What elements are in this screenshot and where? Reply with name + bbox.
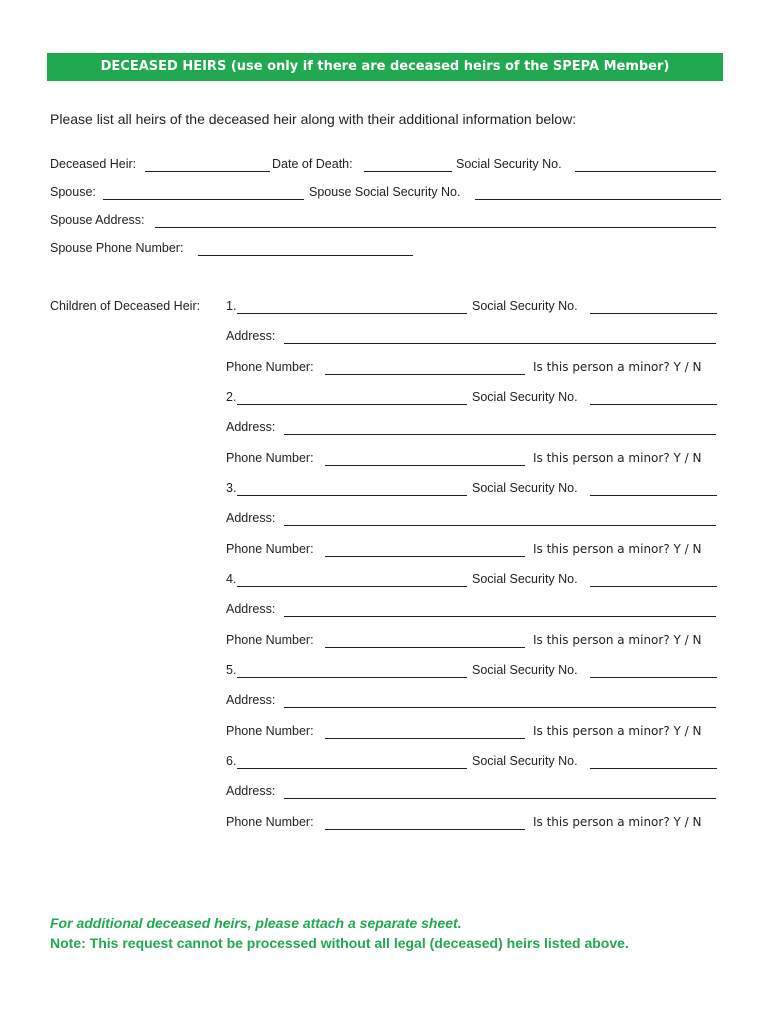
child-address-field[interactable]	[284, 343, 716, 344]
child-ssn-label: Social Security No.	[472, 299, 578, 313]
child-ssn-field[interactable]	[590, 495, 717, 496]
child-minor-question[interactable]: Is this person a minor? Y / N	[533, 814, 702, 829]
child-ssn-field[interactable]	[590, 677, 717, 678]
child-number: 3.	[226, 481, 237, 495]
child-phone-field[interactable]	[325, 829, 525, 830]
spouse-ssn-label: Spouse Social Security No.	[309, 185, 461, 199]
child-minor-question[interactable]: Is this person a minor? Y / N	[533, 723, 702, 738]
spouse-phone-field[interactable]	[198, 255, 413, 256]
spouse-address-label: Spouse Address:	[50, 213, 145, 227]
child-name-field[interactable]	[237, 586, 467, 587]
deceased-ssn-label: Social Security No.	[456, 157, 562, 171]
child-ssn-label: Social Security No.	[472, 572, 578, 586]
child-number: 4.	[226, 572, 237, 586]
child-address-label: Address:	[226, 329, 276, 344]
additional-heirs-note: For additional deceased heirs, please attach a separate sheet.	[50, 915, 462, 931]
date-of-death-label: Date of Death:	[272, 157, 353, 171]
child-number: 6.	[226, 754, 237, 768]
child-address-field[interactable]	[284, 525, 716, 526]
child-phone-label: Phone Number:	[226, 450, 314, 465]
child-phone-label: Phone Number:	[226, 632, 314, 647]
child-number: 1.	[226, 299, 237, 313]
child-ssn-label: Social Security No.	[472, 663, 578, 677]
child-address-field[interactable]	[284, 434, 716, 435]
child-name-field[interactable]	[237, 404, 467, 405]
child-phone-field[interactable]	[325, 465, 525, 466]
child-minor-question[interactable]: Is this person a minor? Y / N	[533, 632, 702, 647]
spouse-phone-label: Spouse Phone Number:	[50, 241, 184, 255]
child-name-field[interactable]	[237, 495, 467, 496]
instructions-text: Please list all heirs of the deceased heir along with their additional information below:	[50, 111, 577, 127]
child-number: 2.	[226, 390, 237, 404]
spouse-address-field[interactable]	[155, 227, 716, 228]
child-address-label: Address:	[226, 511, 276, 526]
deceased-ssn-field[interactable]	[575, 171, 716, 172]
child-name-field[interactable]	[237, 313, 467, 314]
spouse-label: Spouse:	[50, 185, 96, 199]
spouse-field[interactable]	[103, 199, 304, 200]
child-ssn-field[interactable]	[590, 404, 717, 405]
child-ssn-label: Social Security No.	[472, 481, 578, 495]
child-ssn-label: Social Security No.	[472, 754, 578, 768]
child-phone-label: Phone Number:	[226, 723, 314, 738]
child-minor-question[interactable]: Is this person a minor? Y / N	[533, 541, 702, 556]
requirement-note: Note: This request cannot be processed without all legal (deceased) heirs listed above.	[50, 935, 629, 951]
deceased-heir-label: Deceased Heir:	[50, 157, 137, 171]
child-phone-field[interactable]	[325, 556, 525, 557]
child-phone-label: Phone Number:	[226, 814, 314, 829]
child-phone-label: Phone Number:	[226, 359, 314, 374]
child-address-field[interactable]	[284, 616, 716, 617]
child-address-label: Address:	[226, 784, 276, 799]
date-of-death-field[interactable]	[364, 171, 452, 172]
child-number: 5.	[226, 663, 237, 677]
child-address-label: Address:	[226, 602, 276, 617]
child-address-field[interactable]	[284, 707, 716, 708]
child-phone-field[interactable]	[325, 374, 525, 375]
child-ssn-field[interactable]	[590, 313, 717, 314]
child-minor-question[interactable]: Is this person a minor? Y / N	[533, 450, 702, 465]
section-header: DECEASED HEIRS (use only if there are deceased heirs of the SPEPA Member)	[47, 53, 723, 81]
child-ssn-field[interactable]	[590, 768, 717, 769]
child-ssn-field[interactable]	[590, 586, 717, 587]
child-name-field[interactable]	[237, 677, 467, 678]
child-address-label: Address:	[226, 693, 276, 708]
children-label: Children of Deceased Heir:	[50, 299, 201, 313]
child-phone-label: Phone Number:	[226, 541, 314, 556]
spouse-ssn-field[interactable]	[475, 199, 721, 200]
child-phone-field[interactable]	[325, 647, 525, 648]
child-name-field[interactable]	[237, 768, 467, 769]
child-address-field[interactable]	[284, 798, 716, 799]
deceased-heir-field[interactable]	[145, 171, 270, 172]
child-minor-question[interactable]: Is this person a minor? Y / N	[533, 359, 702, 374]
child-ssn-label: Social Security No.	[472, 390, 578, 404]
child-phone-field[interactable]	[325, 738, 525, 739]
child-address-label: Address:	[226, 420, 276, 435]
